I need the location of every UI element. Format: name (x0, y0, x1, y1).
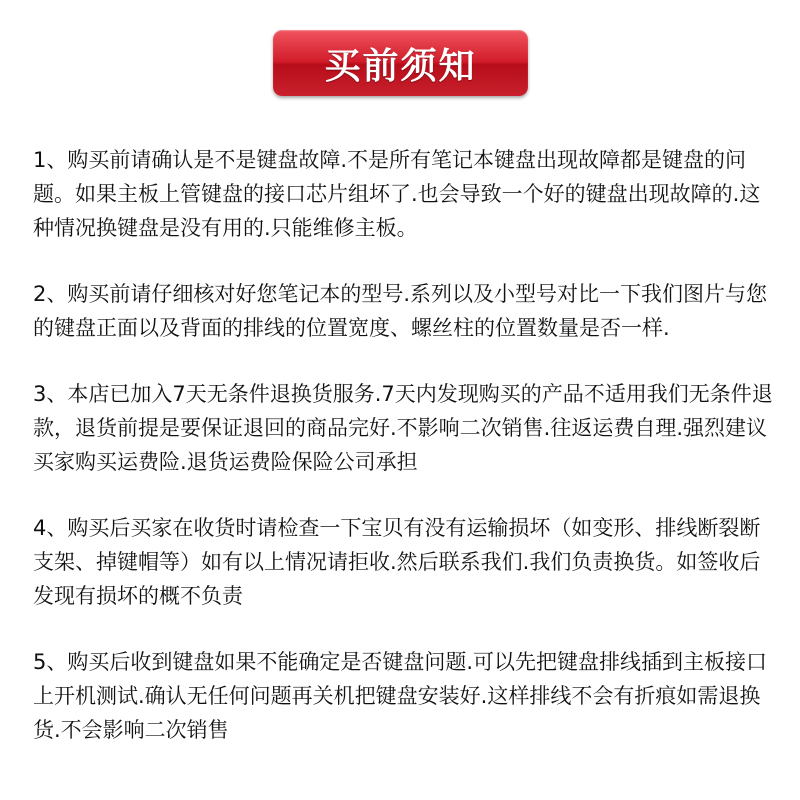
notice-list (33, 143, 775, 779)
notice-item-1: 1、购买前请确认是不是键盘故障.不是所有笔记本键盘出现故障都是键盘的问题。如果主板上管键盘的接口芯片组坏了.也会导致一个好的键盘出现故障的.这种情况换键盘是没有用的.只能维修主板。 (33, 148, 761, 240)
banner-title: 买前须知 (324, 45, 477, 87)
title-banner (273, 30, 528, 96)
notice-item-4: 4、购买后买家在收货时请检查一下宝贝有没有运输损坏（如变形、排线断裂断支架、掉键帽等）如有以上情况请拒收.然后联系我们.我们负责换货。如签收后发现有损坏的概不负责 (33, 516, 761, 608)
notice-item-3: 3、本店已加入7天无条件退换货服务.7天内发现购买的产品不适用我们无条件退款，退货前提是要保证退回的商品完好.不影响二次销售.往返运费自理.强烈建议买家购买运费险.退货运费险保险公司承担 (33, 382, 773, 474)
notice-item-5: 5、购买后收到键盘如果不能确定是否键盘问题.可以先把键盘排线插到主板接口上开机测试.确认无任何问题再关机把键盘安装好.这样排线不会有折痕如需退换货.不会影响二次销售 (33, 650, 768, 742)
notice-item-2: 2、购买前请仔细核对好您笔记本的型号.系列以及小型号对比一下我们图片与您的键盘正面以及背面的排线的位置宽度、螺丝柱的位置数量是否一样. (33, 282, 768, 340)
